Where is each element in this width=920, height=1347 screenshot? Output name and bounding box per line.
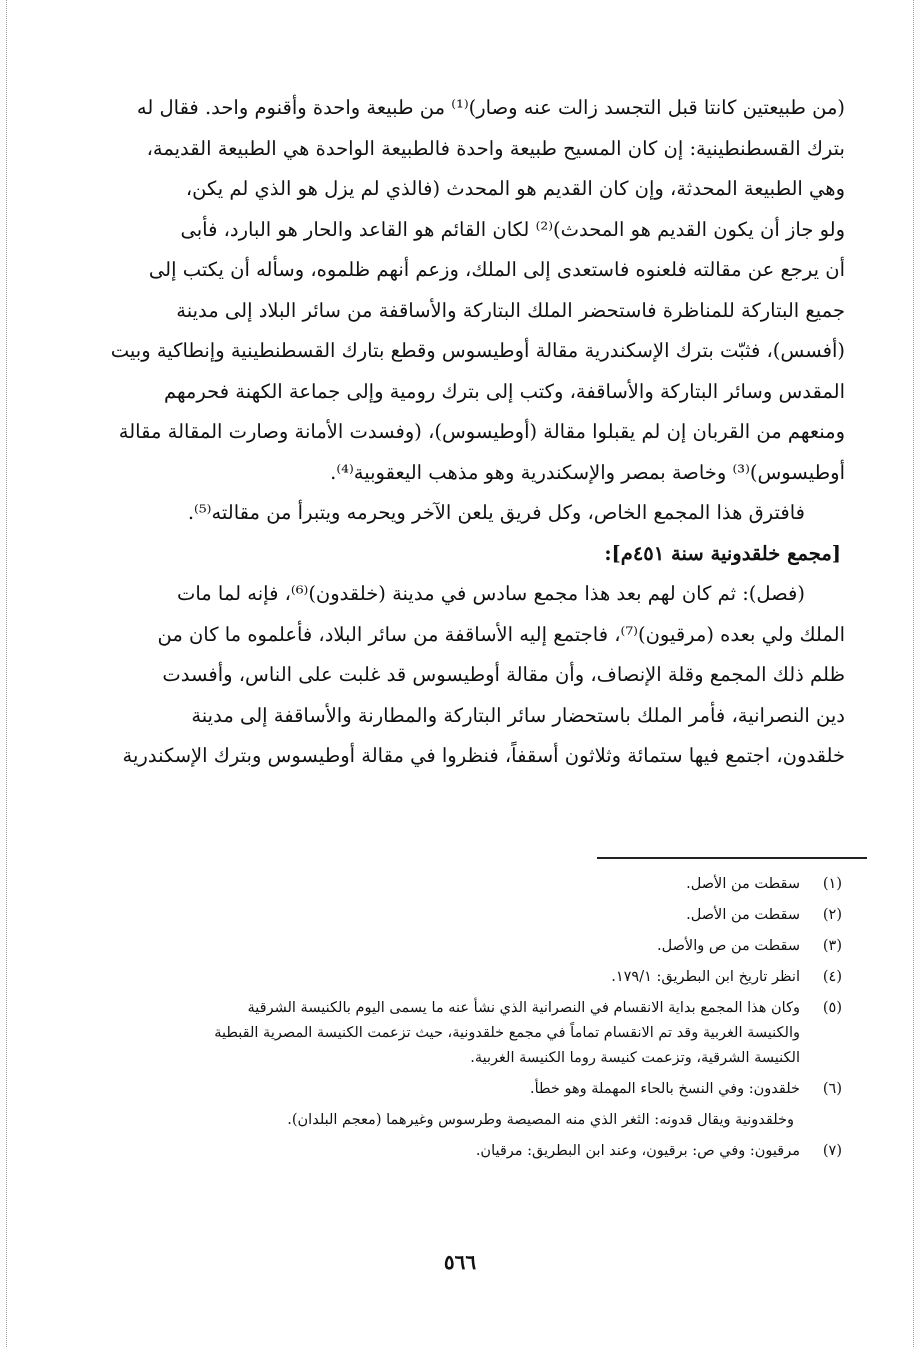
footnote-number: (٧) — [822, 1143, 842, 1159]
body-line: (أفسس)، فثبّت بترك الإسكندرية مقالة أوطيسوس وقطع بتارك القسطنطينية وإنطاكية وبيت — [110, 339, 845, 362]
body-line: ومنعهم من القربان إن لم يقبلوا مقالة (أوطيسوس)، (وفسدت الأمانة وصارت المقالة مقالة — [118, 420, 845, 443]
footnote-text: انظر تاريخ ابن البطريق: ١٧٩/١. — [611, 969, 800, 985]
body-line: دين النصرانية، فأمر الملك باستحضار سائر البتاركة والمطارنة والأساقفة إلى مدينة — [191, 703, 845, 727]
footnote-line: الكنيسة الشرقية، وتزعمت كنيسة روما الكنيسة الغربية. — [470, 1050, 800, 1066]
footnote-text: سقطت من الأصل. — [686, 907, 800, 923]
body-line: خلقدون، اجتمع فيها ستمائة وثلاثون أسقفاً، فنظروا في مقالة أوطيسوس وبترك الإسكندرية — [122, 744, 845, 767]
page-number: ٥٦٦ — [443, 1250, 477, 1274]
page-edge-left — [6, 0, 7, 1347]
footnote-line: وكان هذا المجمع بداية الانقسام في النصرانية الذي نشأ عنه ما يسمى اليوم بالكنيسة الشرقية — [247, 1000, 800, 1016]
body-line: أوطيسوس)⁽³⁾ وخاصة بمصر والإسكندرية وهو مذهب اليعقوبية⁽⁴⁾. — [330, 460, 845, 484]
footnote-2 — [75, 903, 842, 928]
body-line: المقدس وسائر البتاركة والأساقفة، وكتب إلى بترك رومية وإلى جماعة الكهنة فحرمهم — [163, 379, 845, 403]
body-line: الملك ولي بعده (مرقيون)⁽⁷⁾، فاجتمع إليه الأساقفة من سائر البلاد، فأعلموه ما كان من — [157, 622, 845, 646]
body-line: بترك القسطنطينية: إن كان المسيح طبيعة واحدة فالطبيعة الواحدة هي الطبيعة القديمة، — [146, 136, 845, 160]
footnote-7 — [75, 1139, 842, 1164]
footnote-number: (٦) — [822, 1081, 842, 1097]
footnote-text — [75, 996, 800, 1071]
footnote-6 — [75, 1077, 842, 1102]
body-line: أن يرجع عن مقالته فلعنوه فاستعدى إلى الملك، وزعم أنهم ظلموه، وسأله أن يكتب إلى — [148, 258, 845, 281]
body-line: جميع البتاركة للمناظرة فاستحضر الملك البتاركة والأساقفة من سائر البلاد إلى مدينة — [176, 298, 845, 322]
body-line: ظلم ذلك المجمع وقلة الإنصاف، وأن مقالة أوطيسوس قد غلبت على الناس، وأفسدت — [162, 663, 845, 686]
footnote-line: والكنيسة الغربية وقد تم الانقسام تماماً في مجمع خلقدونية، حيث تزعمت الكنيسة المصرية القبطية — [214, 1025, 800, 1041]
footnote-number: (٥) — [822, 1000, 842, 1016]
footnote-3 — [75, 934, 842, 959]
section-heading: [مجمع خلقدونية سنة ٤٥١م]: — [604, 541, 841, 565]
footnote-number: (٣) — [822, 938, 842, 954]
footnote-text: مرقيون: وفي ص: برقيون، وعند ابن البطريق: مرقيان. — [475, 1143, 800, 1159]
main-text — [75, 88, 845, 777]
footnote-4 — [75, 965, 842, 990]
body-line: ولو جاز أن يكون القديم هو المحدث)⁽²⁾ لكان القائم هو القاعد والحار هو البارد، فأبى — [180, 217, 845, 241]
footnote-number: (١) — [822, 876, 842, 892]
paragraph-council-split: فافترق هذا المجمع الخاص، وكل فريق يلعن الآخر ويحرمه ويتبرأ من مقالته⁽⁵⁾. — [187, 501, 805, 524]
footnote-text: سقطت من الأصل. — [686, 876, 800, 892]
footnote-1 — [75, 872, 842, 897]
footnote-separator — [597, 857, 867, 859]
body-line: وهي الطبيعة المحدثة، وإن كان القديم هو المحدث (فالذي لم يزل هو الذي لم يكن، — [185, 177, 845, 200]
footnote-text: خلقدون: وفي النسخ بالحاء المهملة وهو خطأ. — [530, 1081, 800, 1097]
footnote-5 — [75, 996, 842, 1071]
body-line: (من طبيعتين كانتا قبل التجسد زالت عنه وصار)⁽¹⁾ من طبيعة واحدة وأقنوم واحد. فقال له — [136, 96, 845, 119]
footnote-number: (٤) — [822, 969, 842, 985]
footnotes — [75, 872, 842, 1170]
page-edge-right — [913, 0, 914, 1347]
footnote-number: (٢) — [822, 907, 842, 923]
footnote-text: سقطت من ص والأصل. — [657, 938, 800, 954]
footnote-6-continuation: وخلقدونية ويقال قدونه: الثغر الذي منه المصيصة وطرسوس وغيرهما (معجم البلدان). — [287, 1112, 794, 1128]
body-line: (فصل): ثم كان لهم بعد هذا مجمع سادس في مدينة (خلقدون)⁽⁶⁾، فإنه لما مات — [176, 582, 805, 605]
